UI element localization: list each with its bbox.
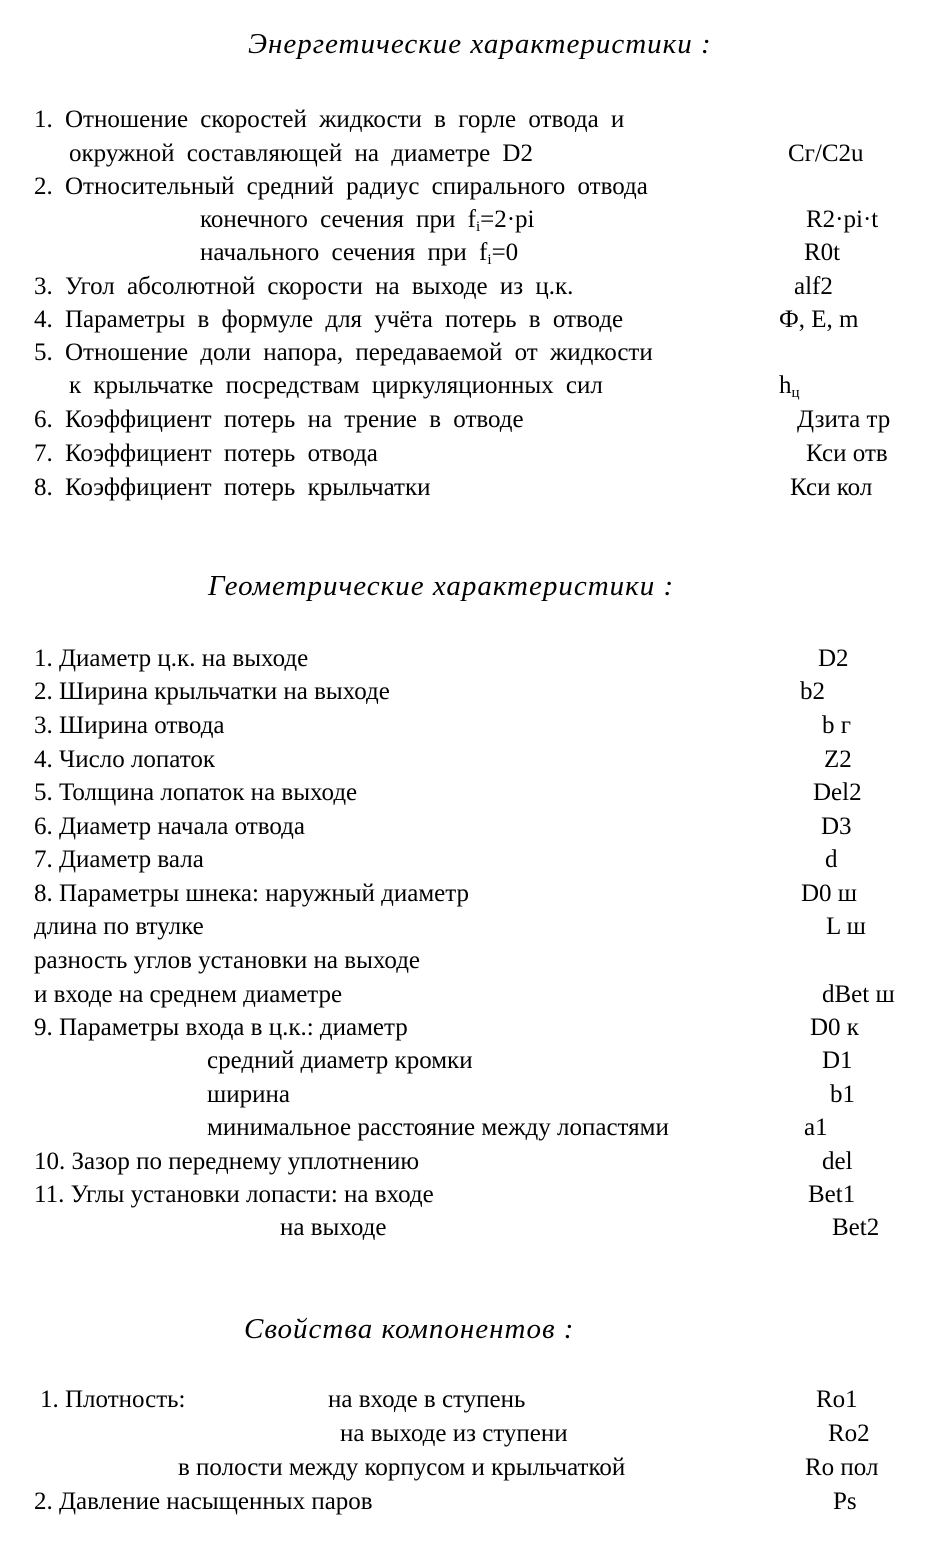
components-item-1-label: 1. Плотность:	[40, 1386, 186, 1413]
geometry-item-8-angle-diff: разность углов установки на выходе	[34, 947, 421, 974]
symbol-l-sh: L ш	[826, 913, 866, 940]
components-item-2: 2. Давление насыщенных паров	[34, 1488, 373, 1515]
symbol-phi-e-m: Ф, E, m	[779, 306, 859, 333]
symbol-alf2: alf2	[794, 273, 833, 300]
geometry-item-5: 5. Толщина лопаток на выходе	[34, 779, 358, 806]
energy-item-1-cont: окружной составляющей на диаметре D2	[69, 140, 533, 167]
geometry-item-2: 2. Ширина крыльчатки на выходе	[34, 678, 390, 705]
geometry-item-9-width: ширина	[207, 1081, 290, 1108]
symbol-cg-c2u: Cг/C2u	[788, 140, 864, 167]
energy-item-2: 2. Относительный средний радиус спирального отвода	[34, 173, 648, 200]
symbol-h-c: $h_ц$	[779, 372, 800, 401]
symbol-z2: Z2	[824, 746, 852, 773]
geometry-item-9-min-distance: минимальное расстояние между лопастями	[207, 1114, 669, 1141]
energy-item-2-initial-section: начального сечения при $f_i=0$	[200, 239, 519, 268]
symbol-ps: Ps	[833, 1488, 857, 1515]
geometry-item-9: 9. Параметры входа в ц.к.: диаметр	[34, 1014, 408, 1041]
symbol-d2: D2	[818, 645, 849, 672]
symbol-del: del	[822, 1148, 853, 1175]
symbol-r0t: R0t	[804, 239, 841, 266]
geometry-heading: Геометрические характеристики :	[208, 570, 675, 602]
symbol-d: d	[825, 846, 838, 873]
energy-item-8: 8. Коэффициент потерь крыльчатки	[34, 474, 431, 501]
symbol-b2: b2	[800, 678, 825, 705]
symbol-dbet-sh: dBet ш	[822, 981, 895, 1008]
geometry-item-11-outlet: на выходе	[280, 1214, 387, 1241]
components-item-1-outlet: на выходе из ступени	[340, 1420, 568, 1447]
components-item-1-inlet: на входе в ступень	[328, 1386, 526, 1413]
symbol-d1: D1	[822, 1047, 853, 1074]
symbol-ro-pol: Ro пол	[805, 1454, 879, 1481]
geometry-item-7: 7. Диаметр вала	[34, 846, 204, 873]
components-heading: Свойства компонентов :	[244, 1313, 575, 1345]
symbol-bet2: Bet2	[832, 1214, 880, 1241]
components-item-1-cavity: в полости между корпусом и крыльчаткой	[178, 1454, 626, 1481]
symbol-bet1: Bet1	[808, 1181, 856, 1208]
symbol-a1: a1	[804, 1114, 828, 1141]
symbol-ro1: Ro1	[816, 1386, 858, 1413]
energy-item-5: 5. Отношение доли напора, передаваемой от жидкости	[34, 339, 653, 366]
geometry-item-8-length: длина по втулке	[34, 913, 204, 940]
geometry-item-4: 4. Число лопаток	[34, 746, 215, 773]
symbol-ro2: Ro2	[828, 1420, 870, 1447]
geometry-item-10: 10. Зазор по переднему уплотнению	[34, 1148, 420, 1175]
energy-item-3: 3. Угол абсолютной скорости на выходе из ц.к.	[34, 273, 574, 300]
geometry-item-3: 3. Ширина отвода	[34, 712, 225, 739]
energy-item-5-cont: к крыльчатке посредствам циркуляционных сил	[69, 372, 603, 399]
energy-item-2-final-section: конечного сечения при $f_i=2\cdot pi$	[200, 206, 535, 235]
energy-heading: Энергетические характеристики :	[248, 28, 712, 60]
symbol-del2: Del2	[813, 779, 862, 806]
symbol-b1: b1	[830, 1081, 855, 1108]
symbol-d0-k: D0 к	[810, 1014, 859, 1041]
symbol-r2-pi-t: R2·pi·t	[806, 206, 879, 233]
energy-item-6: 6. Коэффициент потерь на трение в отводе	[34, 406, 524, 433]
energy-item-7: 7. Коэффициент потерь отвода	[34, 440, 378, 467]
geometry-item-8-angle-diff-cont: и входе на среднем диаметре	[34, 981, 343, 1008]
symbol-b-g: b г	[822, 712, 852, 739]
symbol-ksi-otv: Кси отв	[806, 440, 888, 467]
symbol-dzita-tr: Дзита тр	[797, 406, 891, 433]
symbol-d3: D3	[821, 813, 852, 840]
geometry-item-11: 11. Углы установки лопасти: на входе	[34, 1181, 434, 1208]
symbol-ksi-kol: Кси кол	[790, 474, 873, 501]
energy-item-1: 1. Отношение скоростей жидкости в горле отвода и	[34, 106, 625, 133]
energy-item-4: 4. Параметры в формуле для учёта потерь в отводе	[34, 306, 624, 333]
symbol-d0-sh: D0 ш	[801, 880, 858, 907]
geometry-item-6: 6. Диаметр начала отвода	[34, 813, 305, 840]
geometry-item-9-mean-diameter: средний диаметр кромки	[207, 1047, 473, 1074]
geometry-item-8: 8. Параметры шнека: наружный диаметр	[34, 880, 469, 907]
geometry-item-1: 1. Диаметр ц.к. на выходе	[34, 645, 309, 672]
